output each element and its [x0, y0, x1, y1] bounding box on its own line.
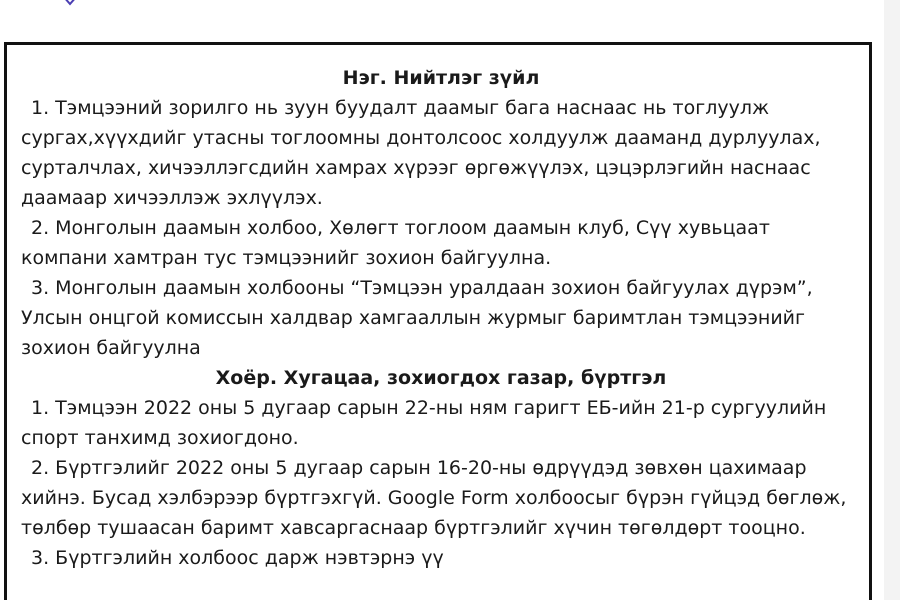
document-content	[21, 63, 861, 573]
logo-fragment-icon	[62, 0, 78, 6]
section-1-heading: Нэг. Нийтлэг зүйл	[342, 67, 540, 89]
section-2-item-3: 3. Бүртгэлийн холбоос дарж нэвтэрнэ үү	[31, 547, 444, 569]
section-2-heading: Хоёр. Хугацаа, зохиогдох газар, бүртгэл	[215, 367, 667, 389]
page-top-area	[0, 0, 900, 40]
section-1-item-3: 3. Монголын даамын холбооны “Тэмцээн уралдаан зохион байгуулах дүрэм”, Улсын онцгой комиссын халдвар хамгааллын журмыг баримтлан тэмцээнийг зохион байгуулна	[21, 277, 813, 359]
cropped-text-fragment	[440, 0, 590, 4]
page-right-margin	[884, 0, 900, 600]
section-1-item-2: 2. Монголын даамын холбоо, Хөлөгт тоглоом даамын клуб, Сүү хувьцаат компани хамтран тус тэмцээнийг зохион байгуулна.	[21, 217, 770, 269]
section-2-item-2: 2. Бүртгэлийг 2022 оны 5 дугаар сарын 16-20-ны өдрүүдэд зөвхөн цахимаар хийнэ. Бусад хэлбэрээр бүртгэхгүй. Google Form холбоосыг бүрэн гүйцэд бөглөж, төлбөр тушаасан баримт хавсаргаснаар бүртгэлийг хүчин төгөлдөрт тооцно.	[21, 457, 847, 539]
section-2-item-1: 1. Тэмцээн 2022 оны 5 дугаар сарын 22-ны ням гаригт ЕБ-ийн 21-р сургуулийн спорт танхимд зохиогдоно.	[21, 397, 827, 449]
section-1-item-1: 1. Тэмцээний зорилго нь зуун буудалт даамыг бага наснаас нь тоглуулж сургах,хүүхдийг утасны тоглоомны донтолсоос холдуулж дааманд дурлуулах, сурталчлах, хичээллэгсдийн хамрах хүрээг өргөжүүлэх, цэцэрлэгийн наснаас даамаар хичээллэж эхлүүлэх.	[21, 97, 821, 209]
regulation-document-box	[4, 42, 872, 600]
